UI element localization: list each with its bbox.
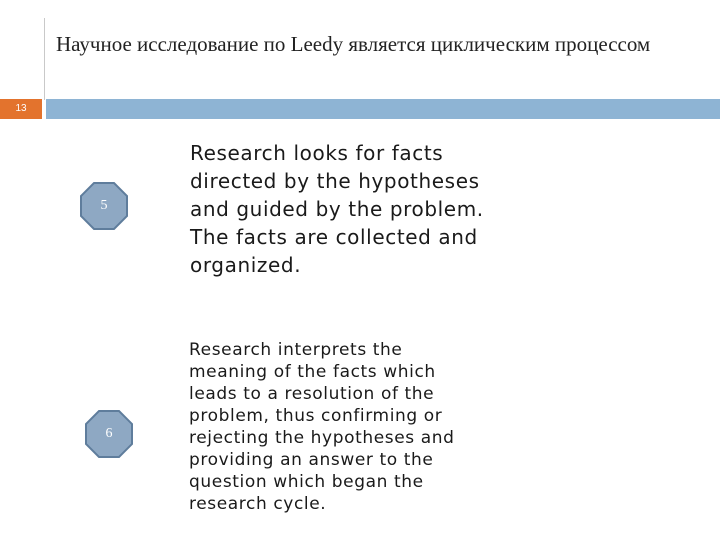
text-line: problem, thus confirming or (189, 406, 443, 426)
text-line: organized. (190, 253, 302, 277)
text-line: The facts are collected and (190, 225, 478, 249)
text-line: research cycle. (189, 494, 327, 514)
text-line: Research looks for facts (190, 141, 444, 165)
step-badge-label: 5 (100, 198, 108, 213)
text-line: directed by the hypotheses (190, 169, 480, 193)
text-line: question which began the (189, 472, 424, 492)
text-line: providing an answer to the (189, 450, 434, 470)
step-badge-6 (85, 410, 133, 458)
step-6-text (189, 339, 455, 515)
slide-title: Научное исследование по Leedy является циклическим процессом (56, 32, 651, 56)
text-line: rejecting the hypotheses and (189, 428, 455, 448)
text-line: Research interprets the (189, 340, 403, 360)
title-accent-bar (46, 99, 720, 119)
step-5-text (190, 139, 484, 279)
slide-number: 13 (0, 99, 42, 119)
title-divider-line (44, 18, 45, 100)
text-line: leads to a resolution of the (189, 384, 435, 404)
text-line: and guided by the problem. (190, 197, 484, 221)
text-line: meaning of the facts which (189, 362, 436, 382)
step-badge-label: 6 (105, 426, 113, 441)
step-badge-5 (80, 182, 128, 230)
